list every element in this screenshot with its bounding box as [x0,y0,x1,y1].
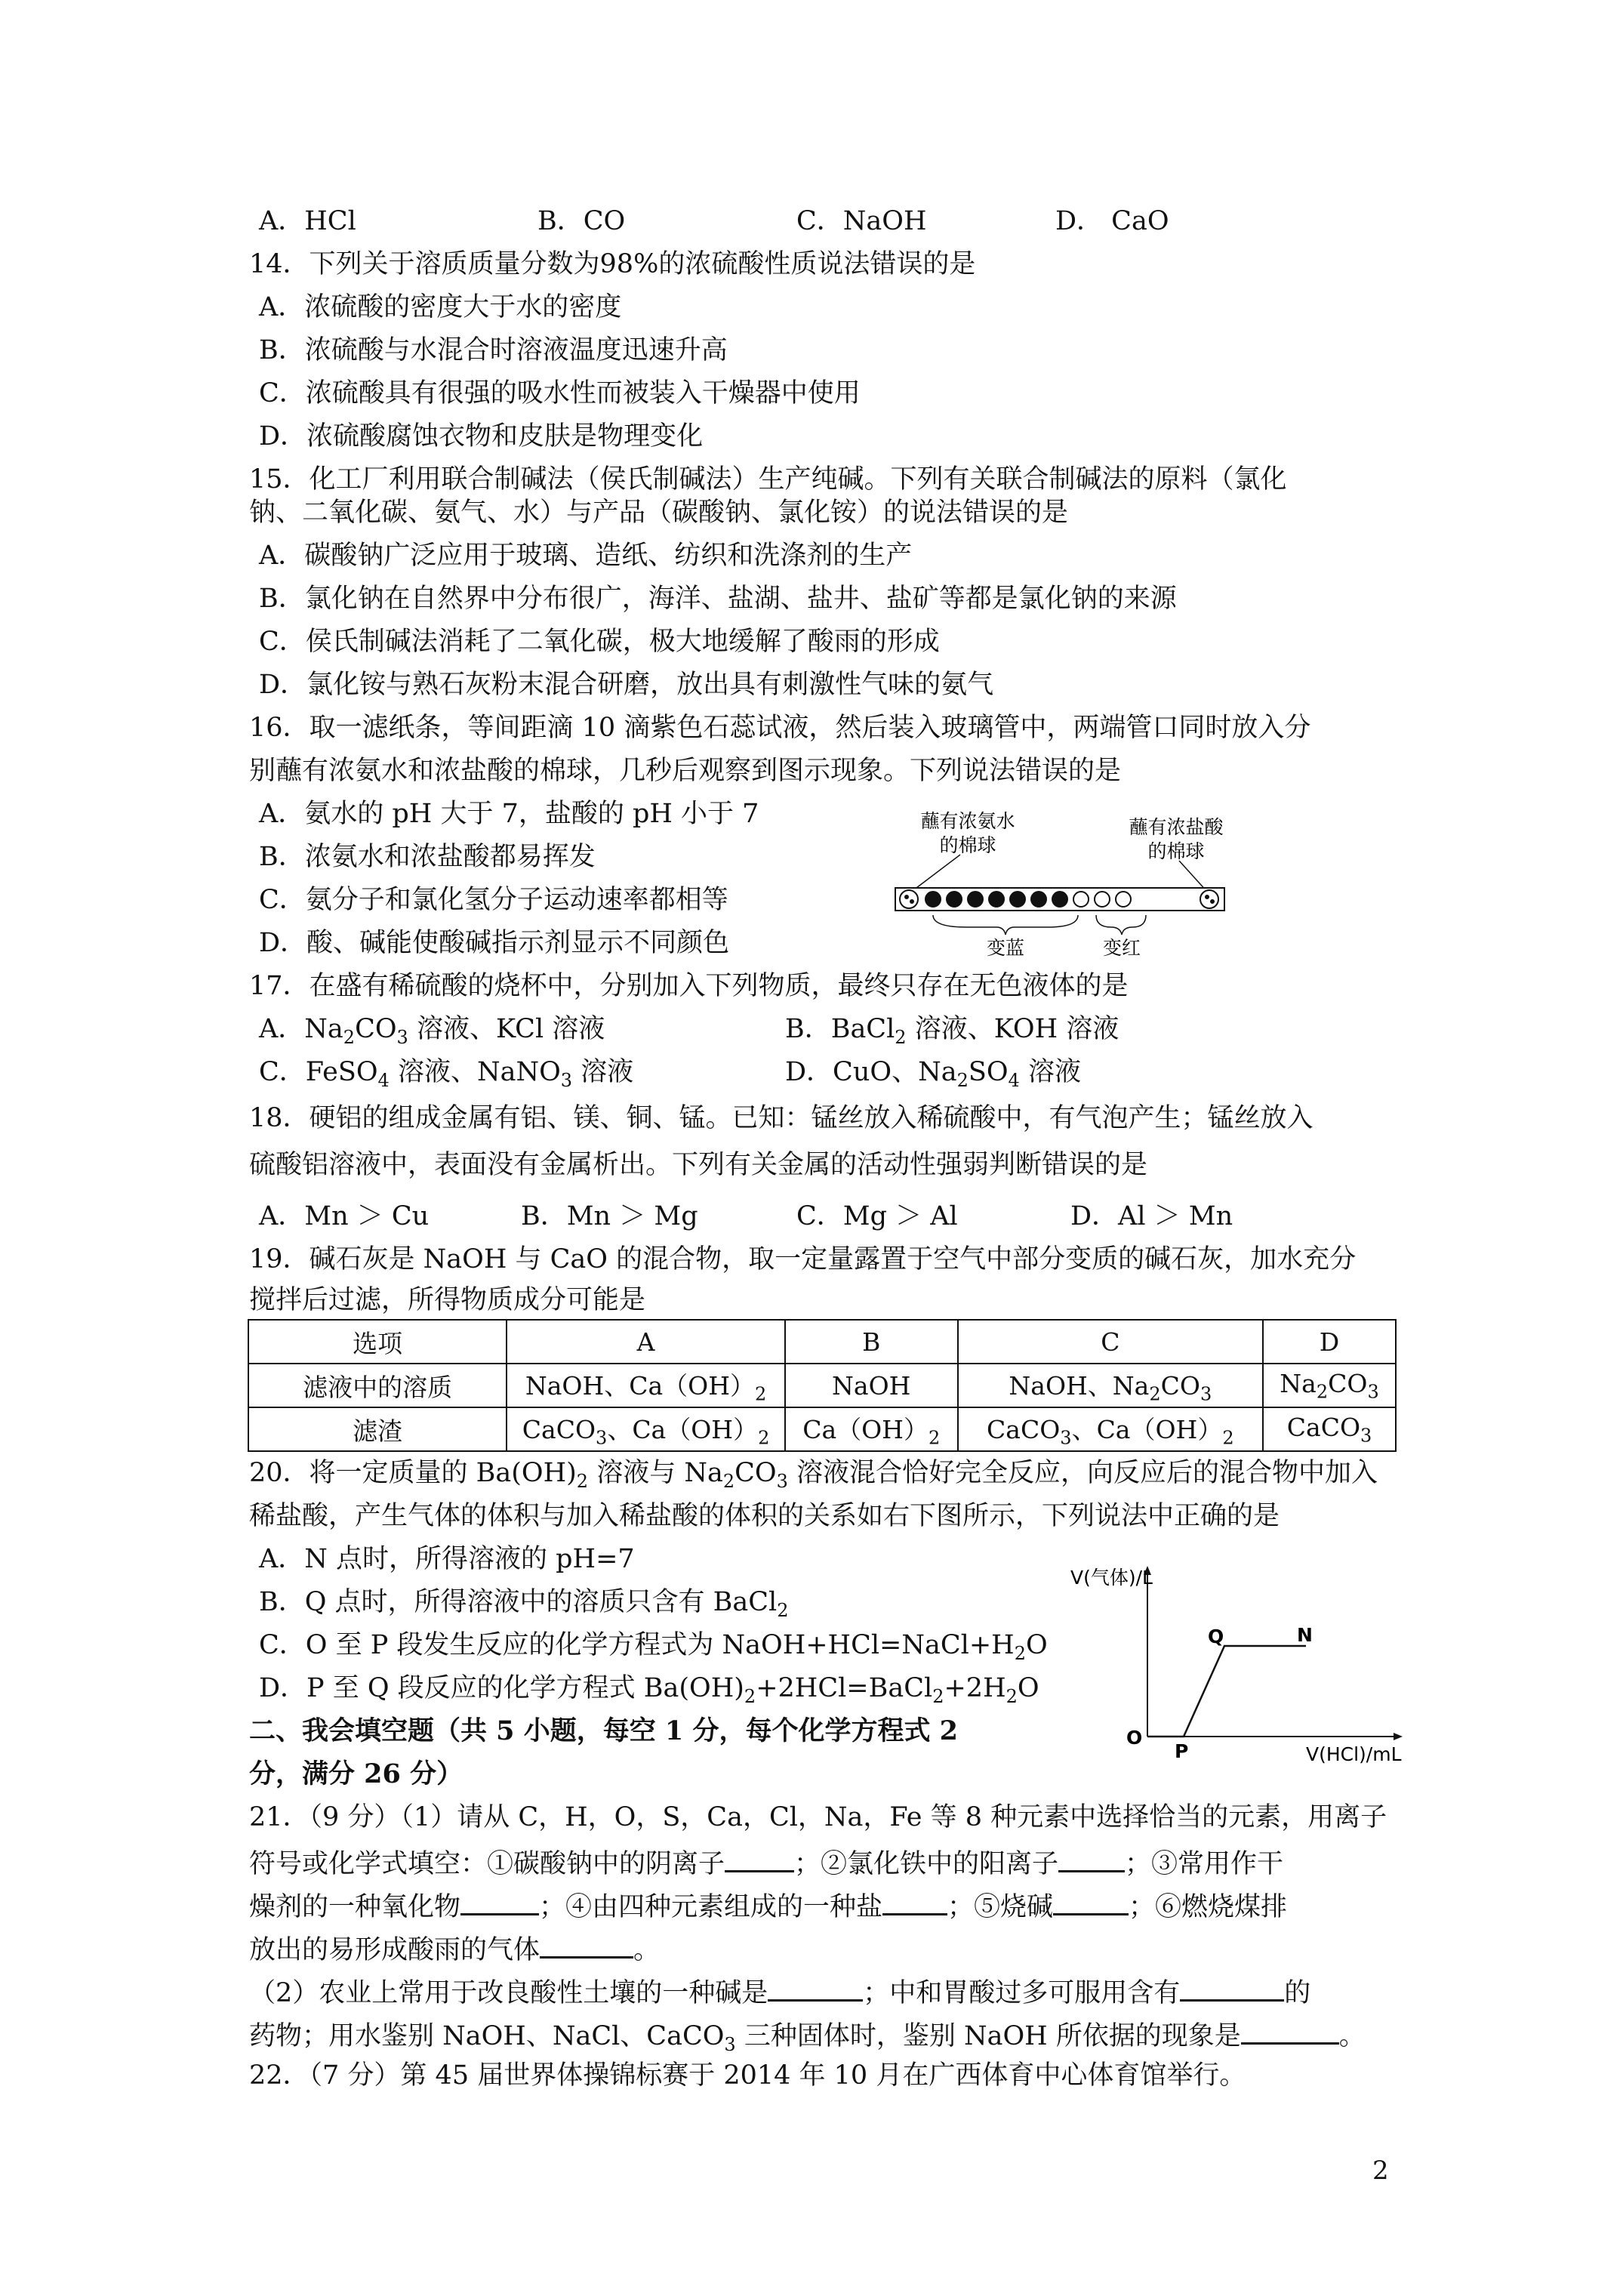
q18-option-c: C．Mg ＞ Al [796,1201,958,1231]
answer-blank[interactable] [540,1929,633,1959]
q18-option-d: D．Al ＞ Mn [1070,1201,1233,1231]
cell-filtrate-a: NaOH、$Ca(OH)_2$ [507,1364,785,1407]
cell-filtrate-b: NaOH [785,1364,958,1407]
blue-label: 变蓝 [986,937,1025,959]
q15-option-b: B．氯化钠在自然界中分布很广，海洋、盐湖、盐井、盐矿等都是氯化钠的来源 [259,584,1177,614]
q16-option-c: C．氨分子和氯化氢分子运动速率都相等 [259,885,728,915]
q17-stem: 17．在盛有稀硫酸的烧杯中，分别加入下列物质，最终只存在无色液体的是 [249,971,1129,1001]
q14-option-d: D．浓硫酸腐蚀衣物和皮肤是物理变化 [259,421,704,451]
section2-heading-line1: 二、我会填空题（共 5 小题，每空 1 分，每个化学方程式 2 [249,1715,958,1746]
blue-litmus-dot [1010,892,1025,907]
q17-option-c: C．FeSO$_4$ 溶液、NaNO$_3$ 溶液 [259,1057,634,1091]
table-row [248,1407,1396,1451]
section2-heading-line2: 分，满分 26 分） [249,1758,463,1789]
left-label-1: 蘸有浓氨水 [920,810,1015,832]
q14-option-c: C．浓硫酸具有很强的吸水性而被装入干燥器中使用 [259,378,861,408]
q13-option-d: D． CaO [1055,206,1169,236]
table-header-row [248,1320,1396,1364]
point-p-label: P [1175,1740,1189,1762]
q15-option-a: A．碳酸钠广泛应用于玻璃、造纸、纺织和洗涤剂的生产 [259,541,913,571]
point-q-label: Q [1208,1626,1224,1647]
q18-option-b: B．Mn ＞ Mg [521,1201,698,1231]
q20-graph [1057,1563,1404,1767]
cell-residue-c: CaCO$_3$、$Ca(OH)_2$ [958,1407,1263,1451]
q21-line4: 放出的易形成酸雨的气体 。 [249,1929,660,1968]
red-litmus-dot [1095,892,1110,907]
left-label-2: 的棉球 [939,834,996,856]
gas-volume-curve [1147,1646,1306,1737]
right-label-2: 的棉球 [1147,840,1205,862]
q16-tube-figure [883,808,1230,959]
y-axis-label: V(气体)/L [1070,1567,1153,1589]
q16-stem-line2: 别蘸有浓氨水和浓盐酸的棉球，几秒后观察到图示现象。下列说法错误的是 [249,756,1122,786]
q16-stem-line1: 16．取一滤纸条，等间距滴 10 滴紫色石蕊试液，然后装入玻璃管中，两端管口同时放入分 [249,713,1311,743]
blue-litmus-dot [968,892,983,907]
q16-option-a: A．氨水的 pH 大于 7，盐酸的 pH 小于 7 [259,799,759,829]
answer-blank[interactable] [882,1886,947,1915]
blue-litmus-dot [1052,892,1067,907]
q21-line6: 药物；用水鉴别 NaOH、NaCl、CaCO$_3$ 三种固体时，鉴别 NaOH 所依据的现象是 。 [249,2015,1366,2062]
x-axis-label: V(HCl)/mL [1306,1743,1402,1765]
answer-blank[interactable] [1053,1886,1129,1915]
header-option: 选项 [248,1320,507,1364]
table-row [248,1364,1396,1407]
q14-option-a: A．浓硫酸的密度大于水的密度 [259,292,622,322]
red-litmus-dot [1073,892,1089,907]
answer-blank[interactable] [460,1886,539,1915]
q21-line2: 符号或化学式填空：①碳酸钠中的阴离子 ；②氯化铁中的阳离子 ；③常用作干 [249,1843,1283,1881]
cell-filtrate-c: NaOH、$Na_2CO_3$ [958,1364,1263,1407]
point-n-label: N [1297,1624,1313,1646]
q18-option-a: A．Mn ＞ Cu [259,1201,430,1231]
q17-option-a: A．$Na_2CO_3$ 溶液、KCl 溶液 [259,1014,605,1048]
q20-stem-line2: 稀盐酸，产生气体的体积与加入稀盐酸的体积的关系如右下图所示，下列说法中正确的是 [249,1501,1280,1531]
q19-table [248,1319,1397,1452]
page-number: 2 [1372,2156,1389,2186]
q18-stem-line2: 硫酸铝溶液中，表面没有金属析出。下列有关金属的活动性强弱判断错误的是 [249,1150,1148,1180]
q15-option-d: D．氯化铵与熟石灰粉末混合研磨，放出具有刺激性气味的氨气 [259,670,994,700]
cell-residue-d: CaCO$_3$ [1263,1407,1396,1451]
q22-stem: 22．（7 分）第 45 届世界体操锦标赛于 2014 年 10 月在广西体育中心体育馆举行。 [249,2060,1246,2091]
q15-stem-line2: 钠、二氧化碳、氨气、水）与产品（碳酸钠、氯化铵）的说法错误的是 [249,498,1069,528]
row-label-residue: 滤渣 [248,1407,507,1451]
q21-line5: （2）农业上常用于改良酸性土壤的一种碱是 ；中和胃酸过多可服用含有 的 [249,1972,1310,2011]
point-o-label: O [1126,1727,1143,1749]
red-litmus-dot [1116,892,1131,907]
blue-bracket [933,915,1078,935]
q20-option-b: B．Q 点时，所得溶液中的溶质只含有 BaCl$_2$ [259,1587,789,1621]
answer-blank[interactable] [1058,1843,1125,1872]
q20-option-a: A．N 点时，所得溶液的 pH=7 [259,1544,635,1574]
header-c: C [958,1320,1263,1364]
q16-option-d: D．酸、碱能使酸碱指示剂显示不同颜色 [259,928,730,958]
q16-option-b: B．浓氨水和浓盐酸都易挥发 [259,842,596,872]
q15-option-c: C．侯氏制碱法消耗了二氧化碳，极大地缓解了酸雨的形成 [259,627,940,657]
cell-filtrate-d: $Na_2CO_3$ [1263,1364,1396,1407]
q13-option-a: A．HCl [259,206,356,236]
blue-litmus-dot [1031,892,1046,907]
answer-blank[interactable] [725,1843,794,1872]
cotton-ball-left [900,890,918,908]
answer-blank[interactable] [1180,1972,1284,2002]
red-label: 变红 [1102,937,1141,959]
q19-stem-line1: 19．碱石灰是 NaOH 与 CaO 的混合物，取一定量露置于空气中部分变质的碱石灰，加水充分 [249,1244,1357,1274]
header-a: A [507,1320,785,1364]
blue-litmus-dot [989,892,1004,907]
q19-stem-line2: 搅拌后过滤，所得物质成分可能是 [249,1285,646,1315]
q17-option-d: D．CuO、$Na_2SO_4$ 溶液 [785,1057,1081,1091]
q21-line3: 燥剂的一种氧化物 ；④由四种元素组成的一种盐 ；⑤烧碱 ；⑥燃烧煤排 [249,1886,1287,1925]
blue-litmus-dot [925,892,941,907]
header-b: B [785,1320,958,1364]
blue-litmus-dot [947,892,962,907]
q14-option-b: B．浓硫酸与水混合时溶液温度迅速升高 [259,335,728,365]
answer-blank[interactable] [768,1972,863,2002]
right-label-1: 蘸有浓盐酸 [1129,816,1224,838]
cell-residue-a: CaCO$_3$、$Ca(OH)_2$ [507,1407,785,1451]
cell-residue-b: $Ca(OH)_2$ [785,1407,958,1451]
red-bracket [1096,915,1146,935]
q13-option-c: C．NaOH [796,206,927,236]
q21-line1: 21．（9 分）（1）请从 C，H，O，S，Ca，Cl，Na，Fe 等 8 种元素中选择恰当的元素，用离子 [249,1802,1387,1832]
row-label-filtrate: 滤液中的溶质 [248,1364,507,1407]
q20-stem-line1: 20．将一定质量的 $Ba(OH)_2$ 溶液与 $Na_2CO_3$ 溶液混合恰好完全反应，向反应后的混合物中加入 [249,1458,1378,1492]
q13-option-b: B．CO [537,206,626,236]
q17-option-b: B．BaCl$_2$ 溶液、KOH 溶液 [785,1014,1119,1048]
q18-stem-line1: 18．硬铝的组成金属有铝、镁、铜、锰。已知：锰丝放入稀硫酸中，有气泡产生；锰丝放入 [249,1103,1313,1133]
q20-option-c: C．O 至 P 段发生反应的化学方程式为 $NaOH+HCl=NaCl+H_2O$ [259,1630,1048,1664]
header-d: D [1263,1320,1396,1364]
cotton-ball-right [1200,890,1218,908]
q14-stem: 14．下列关于溶质质量分数为98%的浓硫酸性质说法错误的是 [249,249,976,279]
answer-blank[interactable] [1241,2015,1339,2045]
q20-option-d: D．P 至 Q 段反应的化学方程式 $Ba(OH)_2+2HCl=BaCl_2+2H_2O$ [259,1673,1039,1707]
q15-stem-line1: 15．化工厂利用联合制碱法（侯氏制碱法）生产纯碱。下列有关联合制碱法的原料（氯化 [249,464,1287,495]
